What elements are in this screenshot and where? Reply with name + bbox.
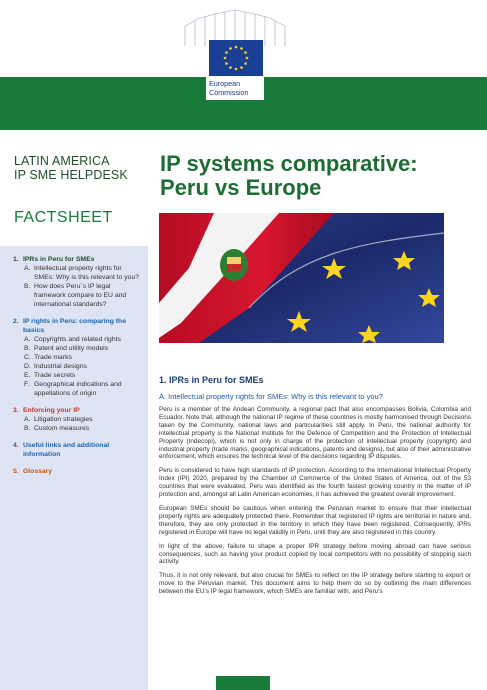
paragraph: Peru is considered to have high standards of IP protection. According to the International Intellectual Property Index (IPI) 2020, prepared by the Chamber of Commerce of the United States of America, out of the 53 countries that were evaluated, Peru was identified as the fourth fastest growing country in the matter of IP protection and, amongst all Latin American economies, it has achieved the greatest overall improvement. bbox=[159, 467, 471, 499]
toc-section-2 bbox=[13, 317, 143, 398]
toc-letter: F. bbox=[24, 381, 30, 388]
toc-title: Enforcing your IP bbox=[23, 407, 80, 414]
paragraph: Peru is a member of the Andean Community, a regional pact that also encompasses Bolivia, Colombia and Ecuador. Note that, although the national IP regime of these countries is mostly harmonised through Decisions taken by the Community, national laws and particularities still apply. In Peru, the national authority for intellectual property is the National Institute for the Defence of Competition and the Protection of Intellectual Property (Indecopi), which is not only in charge of the protection of intellectual property (copyright) and industrial property (trade marks, geographical indications, patents and designs), but also of their administrative enforcement, which ensures the technical level of the decisions regarding IP disputes. bbox=[159, 406, 471, 461]
eu-star-icon bbox=[224, 57, 227, 60]
toc-item-text: Custom measures bbox=[34, 425, 90, 432]
toc-item-text: Geographical indications and appellations of origin bbox=[34, 381, 122, 397]
toc-item-text: Trade secrets bbox=[34, 372, 76, 379]
eu-star-icon bbox=[225, 51, 228, 54]
toc-item-text: How does Peru´s IP legal framework compare to EU and international standards? bbox=[34, 283, 127, 308]
toc-letter: B. bbox=[24, 345, 31, 352]
eu-star-icon bbox=[240, 66, 243, 69]
logo-line-european: European bbox=[209, 79, 241, 88]
toc-section-1 bbox=[13, 255, 143, 309]
toc-letter: B. bbox=[24, 425, 31, 432]
toc-item-text: Intellectual property rights for SMEs: Why is this relevant to you? bbox=[34, 265, 140, 281]
toc-title: Glossary bbox=[23, 468, 53, 475]
toc-item[interactable] bbox=[13, 344, 143, 353]
toc-item-text: Litigation strategies bbox=[34, 416, 93, 423]
toc-heading-2[interactable] bbox=[13, 317, 143, 335]
toc-letter: A. bbox=[24, 336, 31, 343]
toc-item[interactable] bbox=[13, 362, 143, 371]
toc-item-text: Industrial designs bbox=[34, 363, 87, 370]
eu-star-icon bbox=[246, 57, 249, 60]
eu-star-icon bbox=[235, 68, 238, 71]
paragraph: In light of the above, failure to shape a proper IPR strategy before moving abroad can have serious consequences, such as having your product copied by local competitors with no possibility of stopping such activity. bbox=[159, 542, 471, 566]
toc-letter: C. bbox=[24, 354, 31, 361]
toc-letter: E. bbox=[24, 372, 31, 379]
toc-item[interactable] bbox=[13, 264, 143, 282]
title-line-1: IP systems comparative: bbox=[160, 151, 418, 176]
toc-item[interactable] bbox=[13, 424, 143, 433]
toc-letter: A. bbox=[24, 265, 31, 272]
toc-heading-4[interactable] bbox=[13, 441, 143, 459]
helpdesk-line-1: LATIN AMERICA bbox=[14, 154, 110, 168]
toc-title: Useful links and additional information bbox=[23, 442, 110, 458]
body-text bbox=[159, 406, 471, 602]
toc-section-3 bbox=[13, 406, 143, 433]
footer-green-bar bbox=[216, 676, 270, 690]
commission-logo-text bbox=[209, 79, 249, 97]
toc-number: 2. bbox=[13, 318, 19, 325]
eu-star-icon bbox=[244, 51, 247, 54]
page-title bbox=[160, 152, 470, 200]
toc-item[interactable] bbox=[13, 282, 143, 309]
toc-item[interactable] bbox=[13, 371, 143, 380]
toc-section-4 bbox=[13, 441, 143, 459]
title-line-2: Peru vs Europe bbox=[160, 175, 322, 200]
eu-star-icon bbox=[229, 47, 232, 50]
eu-star-icon bbox=[244, 62, 247, 65]
peru-coat-of-arms-icon bbox=[220, 249, 248, 281]
toc-heading-1[interactable] bbox=[13, 255, 143, 264]
helpdesk-title bbox=[14, 154, 128, 182]
toc-title: IP rights in Peru: comparing the basics bbox=[23, 318, 126, 334]
eu-star-icon bbox=[235, 46, 238, 49]
table-of-contents bbox=[13, 255, 143, 479]
toc-number: 3. bbox=[13, 407, 19, 414]
section-heading: 1. IPRs in Peru for SMEs bbox=[159, 375, 264, 385]
toc-item-text: Trade marks bbox=[34, 354, 72, 361]
toc-number: 1. bbox=[13, 256, 19, 263]
logo-line-commission: Commission bbox=[209, 88, 249, 97]
toc-title: IPRs in Peru for SMEs bbox=[23, 256, 95, 263]
paragraph: European SMEs should be cautious when entering the Peruvian market to ensure that their intellectual property rights are adequately protected there. Remember that registered IP rights are territorial in nature and, therefore, they are only protected in the territory in which they have been registered. Consequently, IPRs registered in Europe will have no legal validity in Peru, until they are also registered in this country. bbox=[159, 504, 471, 536]
eu-star-icon bbox=[225, 62, 228, 65]
toc-letter: A. bbox=[24, 416, 31, 423]
toc-letter: B. bbox=[24, 283, 31, 290]
peru-eu-flags-image bbox=[159, 213, 444, 343]
toc-item[interactable] bbox=[13, 353, 143, 362]
toc-section-5 bbox=[13, 467, 143, 476]
toc-item[interactable] bbox=[13, 415, 143, 424]
toc-item-text: Copyrights and related rights bbox=[34, 336, 121, 343]
factsheet-label: FACTSHEET bbox=[14, 209, 113, 226]
eu-flag-icon bbox=[209, 40, 263, 76]
toc-heading-3[interactable] bbox=[13, 406, 143, 415]
toc-number: 4. bbox=[13, 442, 19, 449]
eu-star-icon bbox=[240, 47, 243, 50]
helpdesk-line-2: IP SME HELPDESK bbox=[14, 168, 128, 182]
toc-heading-5[interactable] bbox=[13, 467, 143, 476]
toc-item-text: Patent and utility models bbox=[34, 345, 109, 352]
eu-star-icon bbox=[229, 66, 232, 69]
paragraph: Thus, it is not only relevant, but also crucial for SMEs to reflect on the IP strategy before starting to export or move to the Peruvian market. This document aims to help them do so by outlining the main differences between the EU's IP legal framework, which SMEs are familiar with, and Peru's bbox=[159, 572, 471, 596]
toc-item[interactable] bbox=[13, 380, 143, 398]
toc-number: 5. bbox=[13, 468, 19, 475]
toc-letter: D. bbox=[24, 363, 31, 370]
toc-item[interactable] bbox=[13, 335, 143, 344]
sub-heading: A. Intellectual property rights for SMEs: Why is this relevant to you? bbox=[159, 392, 383, 401]
